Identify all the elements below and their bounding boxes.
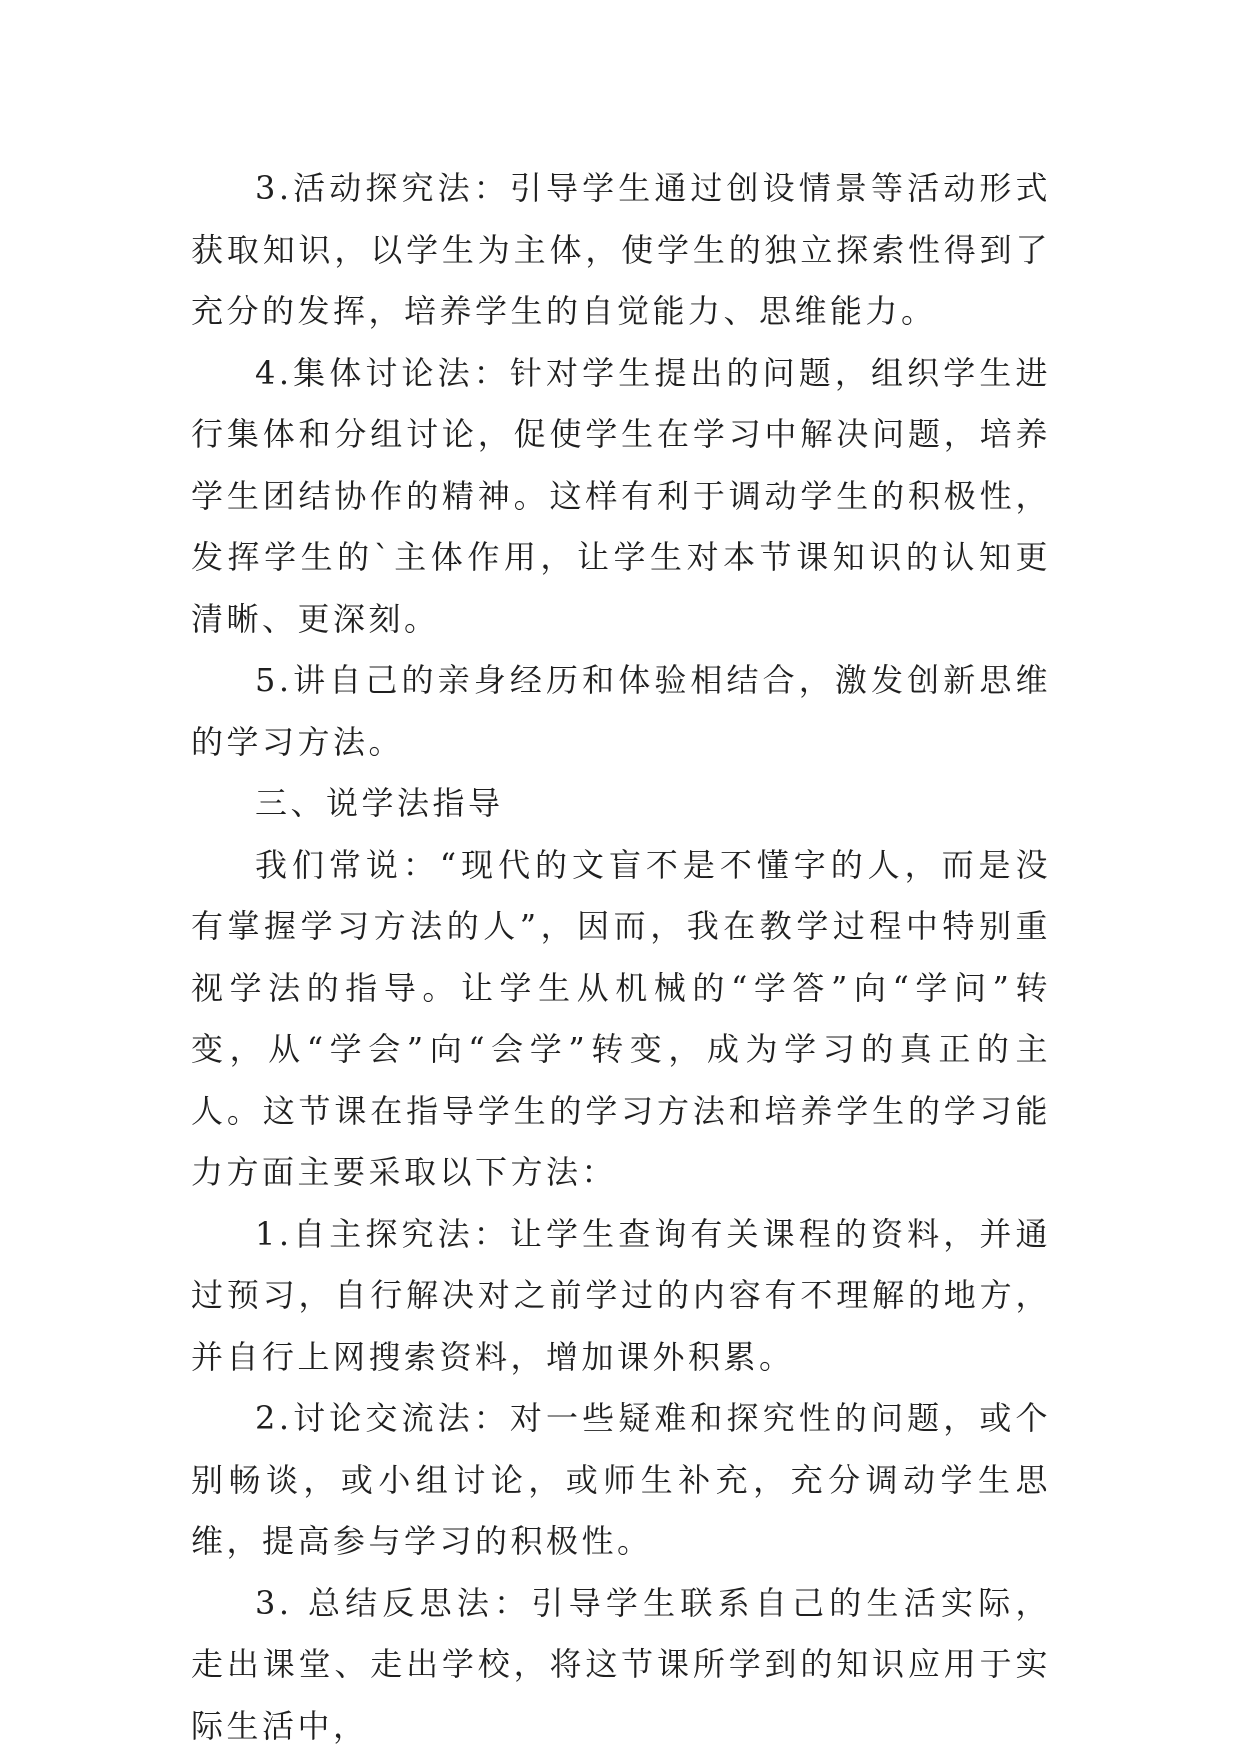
section-heading-learning-method-guidance: 三、说学法指导 [191,773,1051,835]
document-body [191,158,1051,1757]
paragraph-self-inquiry-method: 1.自主探究法：让学生查询有关课程的资料，并通过预习，自行解决对之前学过的内容有不理解的地方，并自行上网搜索资料，增加课外积累。 [191,1204,1051,1389]
paragraph-group-discussion-method: 4.集体讨论法：针对学生提出的问题，组织学生进行集体和分组讨论，促使学生在学习中解决问题，培养学生团结协作的精神。这样有利于调动学生的积极性，发挥学生的`主体作用，让学生对本节课知识的认知更清晰、更深刻。 [191,343,1051,651]
paragraph-activity-inquiry-method: 3.活动探究法：引导学生通过创设情景等活动形式获取知识，以学生为主体，使学生的独立探索性得到了充分的发挥，培养学生的自觉能力、思维能力。 [191,158,1051,343]
paragraph-summary-reflection-method: 3. 总结反思法：引导学生联系自己的生活实际，走出课堂、走出学校，将这节课所学到的知识应用于实际生活中， [191,1573,1051,1757]
paragraph-learning-method-intro: 我们常说：“现代的文盲不是不懂字的人，而是没有掌握学习方法的人”，因而，我在教学过程中特别重视学法的指导。让学生从机械的“学答”向“学问”转变，从“学会”向“会学”转变，成为学习的真正的主人。这节课在指导学生的学习方法和培养学生的学习能力方面主要采取以下方法： [191,835,1051,1204]
paragraph-discussion-exchange-method: 2.讨论交流法：对一些疑难和探究性的问题，或个别畅谈，或小组讨论，或师生补充，充分调动学生思维，提高参与学习的积极性。 [191,1388,1051,1573]
paragraph-personal-experience-method: 5.讲自己的亲身经历和体验相结合，激发创新思维的学习方法。 [191,650,1051,773]
